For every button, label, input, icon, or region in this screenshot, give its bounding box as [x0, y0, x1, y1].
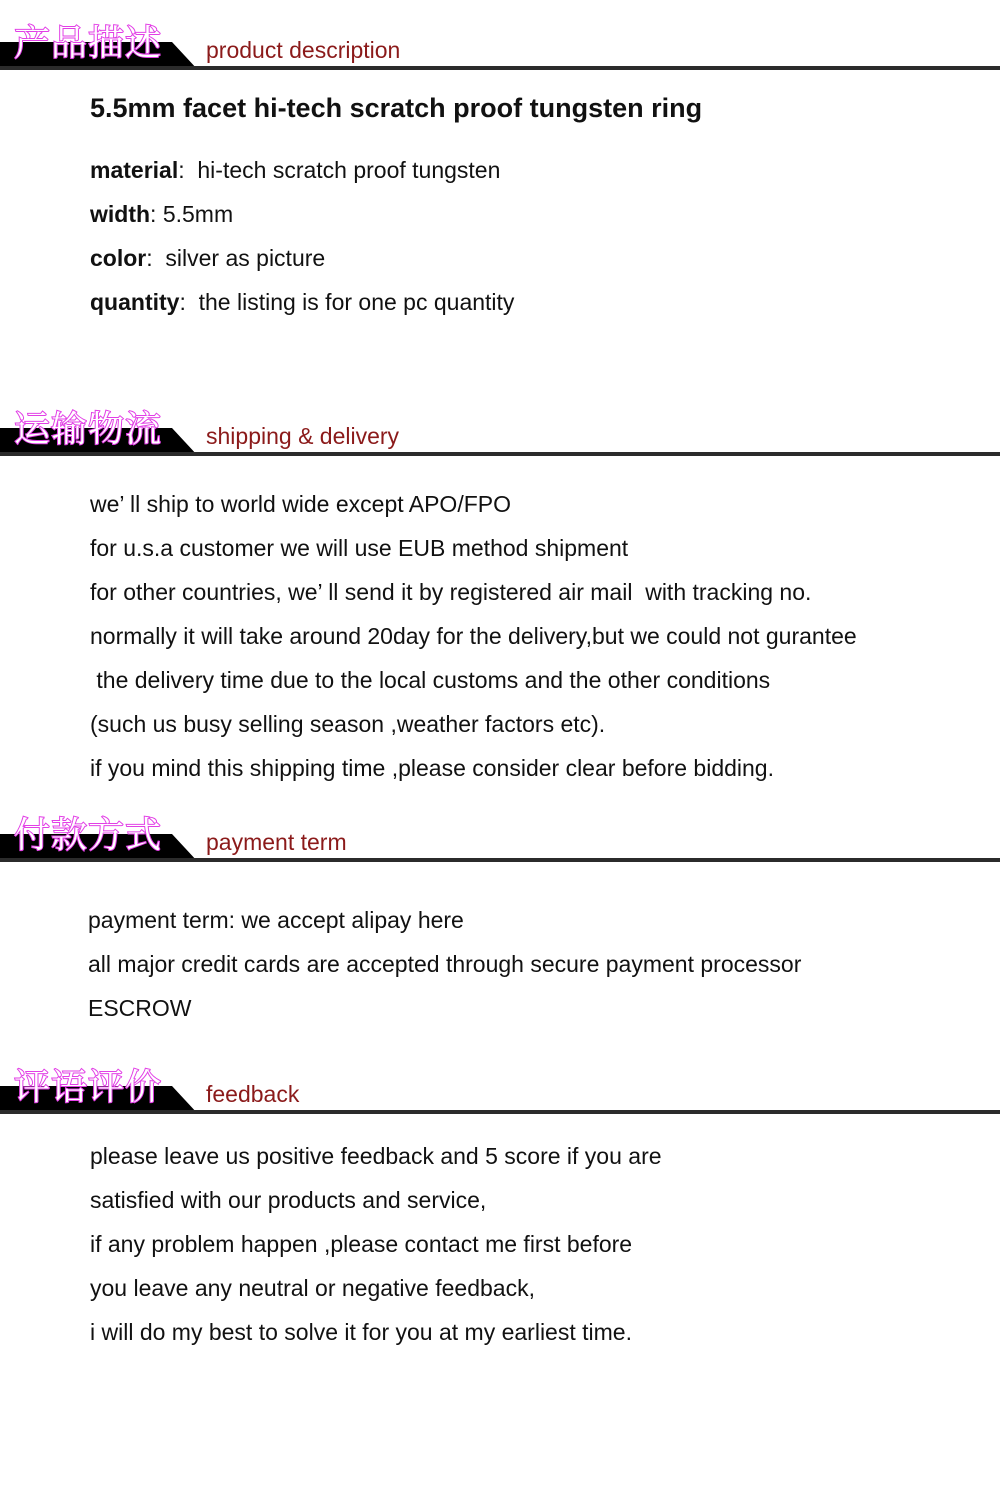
feedback-cn-title: 评语评价 — [14, 1067, 163, 1108]
feedback-lines — [90, 1134, 970, 1354]
text-line: satisfied with our products and service, — [90, 1187, 487, 1213]
spec-row — [90, 148, 970, 192]
spec-list — [90, 148, 970, 324]
text-line: if any problem happen ,please contact me first before — [90, 1231, 633, 1257]
feedback-section-header — [0, 1044, 1000, 1114]
payment-cn-title: 付款方式 — [14, 815, 163, 856]
spec-separator: : — [178, 157, 198, 183]
spec-separator: : — [179, 289, 199, 315]
text-line: if you mind this shipping time ,please consider clear before bidding. — [90, 755, 774, 781]
text-line: i will do my best to solve it for you at my earliest time. — [90, 1319, 632, 1345]
product-title: 5.5mm facet hi-tech scratch proof tungsten ring — [90, 93, 703, 123]
spec-value: hi-tech scratch proof tungsten — [197, 157, 501, 183]
product-en-title: product description — [206, 37, 401, 63]
payment-en-title: payment term — [206, 829, 347, 855]
spec-value: the listing is for one pc quantity — [198, 289, 515, 315]
text-line: for u.s.a customer we will use EUB method shipment — [90, 535, 629, 561]
shipping-cn-title: 运输物流 — [14, 409, 163, 450]
text-line: ESCROW — [88, 995, 192, 1021]
shipping-section-header — [0, 386, 1000, 456]
text-line: you leave any neutral or negative feedback, — [90, 1275, 535, 1301]
text-line: normally it will take around 20day for the delivery,but we could not gurantee — [90, 623, 857, 649]
spec-separator: : — [146, 245, 166, 271]
product-section-header — [0, 0, 1000, 70]
spec-key: quantity — [90, 289, 180, 315]
spec-row — [90, 236, 970, 280]
spec-value: silver as picture — [165, 245, 326, 271]
spec-key: material — [90, 157, 179, 183]
spec-row — [90, 192, 970, 236]
text-line: the delivery time due to the local customs and the other conditions — [90, 667, 771, 693]
feedback-en-title: feedback — [206, 1081, 300, 1107]
shipping-lines — [90, 482, 970, 790]
text-line: payment term: we accept alipay here — [88, 907, 464, 933]
text-line: for other countries, we’ ll send it by registered air mail with tracking no. — [90, 579, 812, 605]
text-line: (such us busy selling season ,weather factors etc). — [90, 711, 606, 737]
spec-value: 5.5mm — [162, 201, 234, 227]
spec-row — [90, 280, 970, 324]
text-line: we’ ll ship to world wide except APO/FPO — [90, 491, 511, 517]
payment-lines — [88, 898, 968, 1030]
spec-separator: : — [150, 201, 163, 227]
text-line: all major credit cards are accepted through secure payment processor — [88, 951, 802, 977]
payment-section-header — [0, 792, 1000, 862]
spec-key: width — [90, 201, 151, 227]
shipping-en-title: shipping & delivery — [206, 423, 400, 449]
spec-key: color — [90, 245, 147, 271]
product-cn-title: 产品描述 — [14, 23, 163, 64]
text-line: please leave us positive feedback and 5 score if you are — [90, 1143, 662, 1169]
product-details — [90, 88, 970, 324]
